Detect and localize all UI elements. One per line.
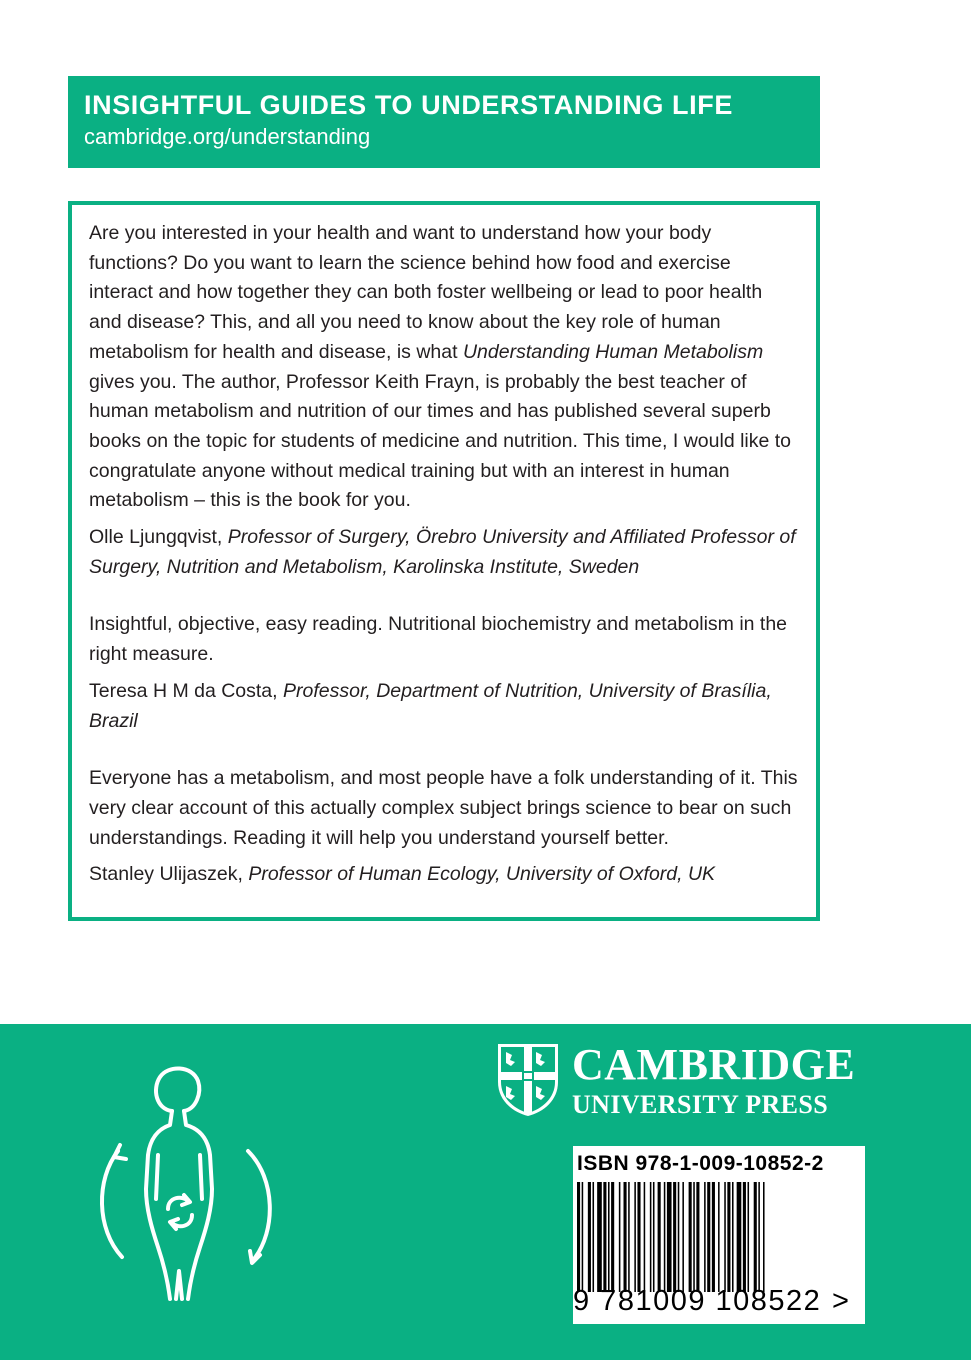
publisher-logo [496, 1042, 876, 1122]
reviewer-affiliation: Professor of Human Ecology, University of Oxford, UK [248, 863, 716, 886]
barcode-bar [732, 1182, 734, 1292]
publisher-name-line2: UNIVERSITY PRESS [572, 1090, 829, 1119]
barcode-bar [603, 1182, 606, 1292]
review-3-text: Everyone has a metabolism, and most people have a folk understanding of it. This very clear account of this actually complex subject brings science to bear on such understandings. Reading it will help you understand yourself better. [89, 767, 798, 849]
barcode-bar [593, 1182, 595, 1292]
reviewer-affiliation: Professor of Surgery, Örebro University and Affiliated Professor of Surgery, Nutrition and Metabolism, Karolinska Institute, Sweden [89, 526, 796, 578]
isbn-label: ISBN 978-1-009-10852-2 [577, 1152, 824, 1175]
barcode-bar [644, 1182, 646, 1292]
barcode-bar [634, 1182, 636, 1292]
barcode-bar [748, 1182, 750, 1292]
university-crest-icon [496, 1042, 560, 1118]
barcode-bar [724, 1182, 726, 1292]
barcode-bar [653, 1182, 655, 1292]
barcode-bar [689, 1182, 692, 1292]
barcode-bar [664, 1182, 666, 1292]
book-title: Understanding Human Metabolism [462, 340, 764, 363]
series-title: INSIGHTFUL GUIDES TO UNDERSTANDING LIFE [84, 90, 733, 120]
barcode-bar [758, 1182, 760, 1292]
human-metabolism-icon [92, 1059, 282, 1319]
barcode-bar [707, 1182, 710, 1292]
series-banner [68, 76, 820, 168]
barcode-bars [577, 1182, 829, 1292]
barcode-bar [693, 1182, 695, 1292]
reviewer-name: Stanley Ulijaszek, [89, 863, 249, 886]
review-1-text: Are you interested in your health and want to understand how your body functions? Do you want to learn the science behind how food and exercise interact and how together they can both foster wellbeing or lead to poor health and disease? This, and all you need to know about the key role of human metabolism for health and disease, is what Understanding Human Metabolism gives you. The author, Professor Keith Frayn, is probably the best teacher of human metabolism and nutrition of our times and has published several superb books on the topic for students of medicine and nutrition. This time, I would like to congratulate anyone without medical training but with an interest in human metabolism – this is the book for you. [89, 222, 792, 512]
barcode-bar [650, 1182, 652, 1292]
barcode-bar [718, 1182, 720, 1292]
endorsements-box [68, 201, 820, 921]
barcode-bar [608, 1182, 610, 1292]
barcode [573, 1146, 865, 1324]
barcode-bar [763, 1182, 765, 1292]
barcode-bar [637, 1182, 640, 1292]
barcode-bar [712, 1182, 715, 1292]
ean-digits: 9 781009 108522 [573, 1285, 822, 1317]
barcode-bar [754, 1182, 757, 1292]
barcode-bar [667, 1182, 672, 1292]
barcode-bar [658, 1182, 661, 1292]
barcode-bar [743, 1182, 746, 1292]
review-3-attribution [89, 860, 798, 890]
footer-band [0, 1024, 971, 1360]
reviewer-name: Olle Ljungqvist, [89, 526, 228, 549]
barcode-bar [597, 1182, 602, 1292]
reviewer-affiliation: Professor, Department of Nutrition, University of Brasília, Brazil [89, 679, 772, 732]
barcode-bar [682, 1182, 684, 1292]
ean-arrow: > [832, 1285, 849, 1317]
barcode-bar [628, 1182, 630, 1292]
barcode-bar [704, 1182, 706, 1292]
barcode-bar [696, 1182, 699, 1292]
barcode-bar [624, 1182, 627, 1292]
barcode-bar [582, 1182, 584, 1292]
publisher-name-line1: CAMBRIDGE [572, 1040, 856, 1089]
reviewer-name: Teresa H M da Costa, [89, 679, 283, 702]
barcode-bar [678, 1182, 680, 1292]
barcode-bar [611, 1182, 614, 1292]
review-1-attribution [89, 523, 798, 582]
series-url: cambridge.org/understanding [84, 124, 371, 149]
barcode-bar [588, 1182, 591, 1292]
review-2-attribution [89, 677, 798, 736]
barcode-bar [673, 1182, 676, 1292]
review-2-text: Insightful, objective, easy reading. Nutritional biochemistry and metabolism in the right measure. [89, 613, 788, 666]
barcode-bar [577, 1182, 580, 1292]
barcode-bar [619, 1182, 621, 1292]
barcode-bar [737, 1182, 742, 1292]
barcode-bar [727, 1182, 730, 1292]
